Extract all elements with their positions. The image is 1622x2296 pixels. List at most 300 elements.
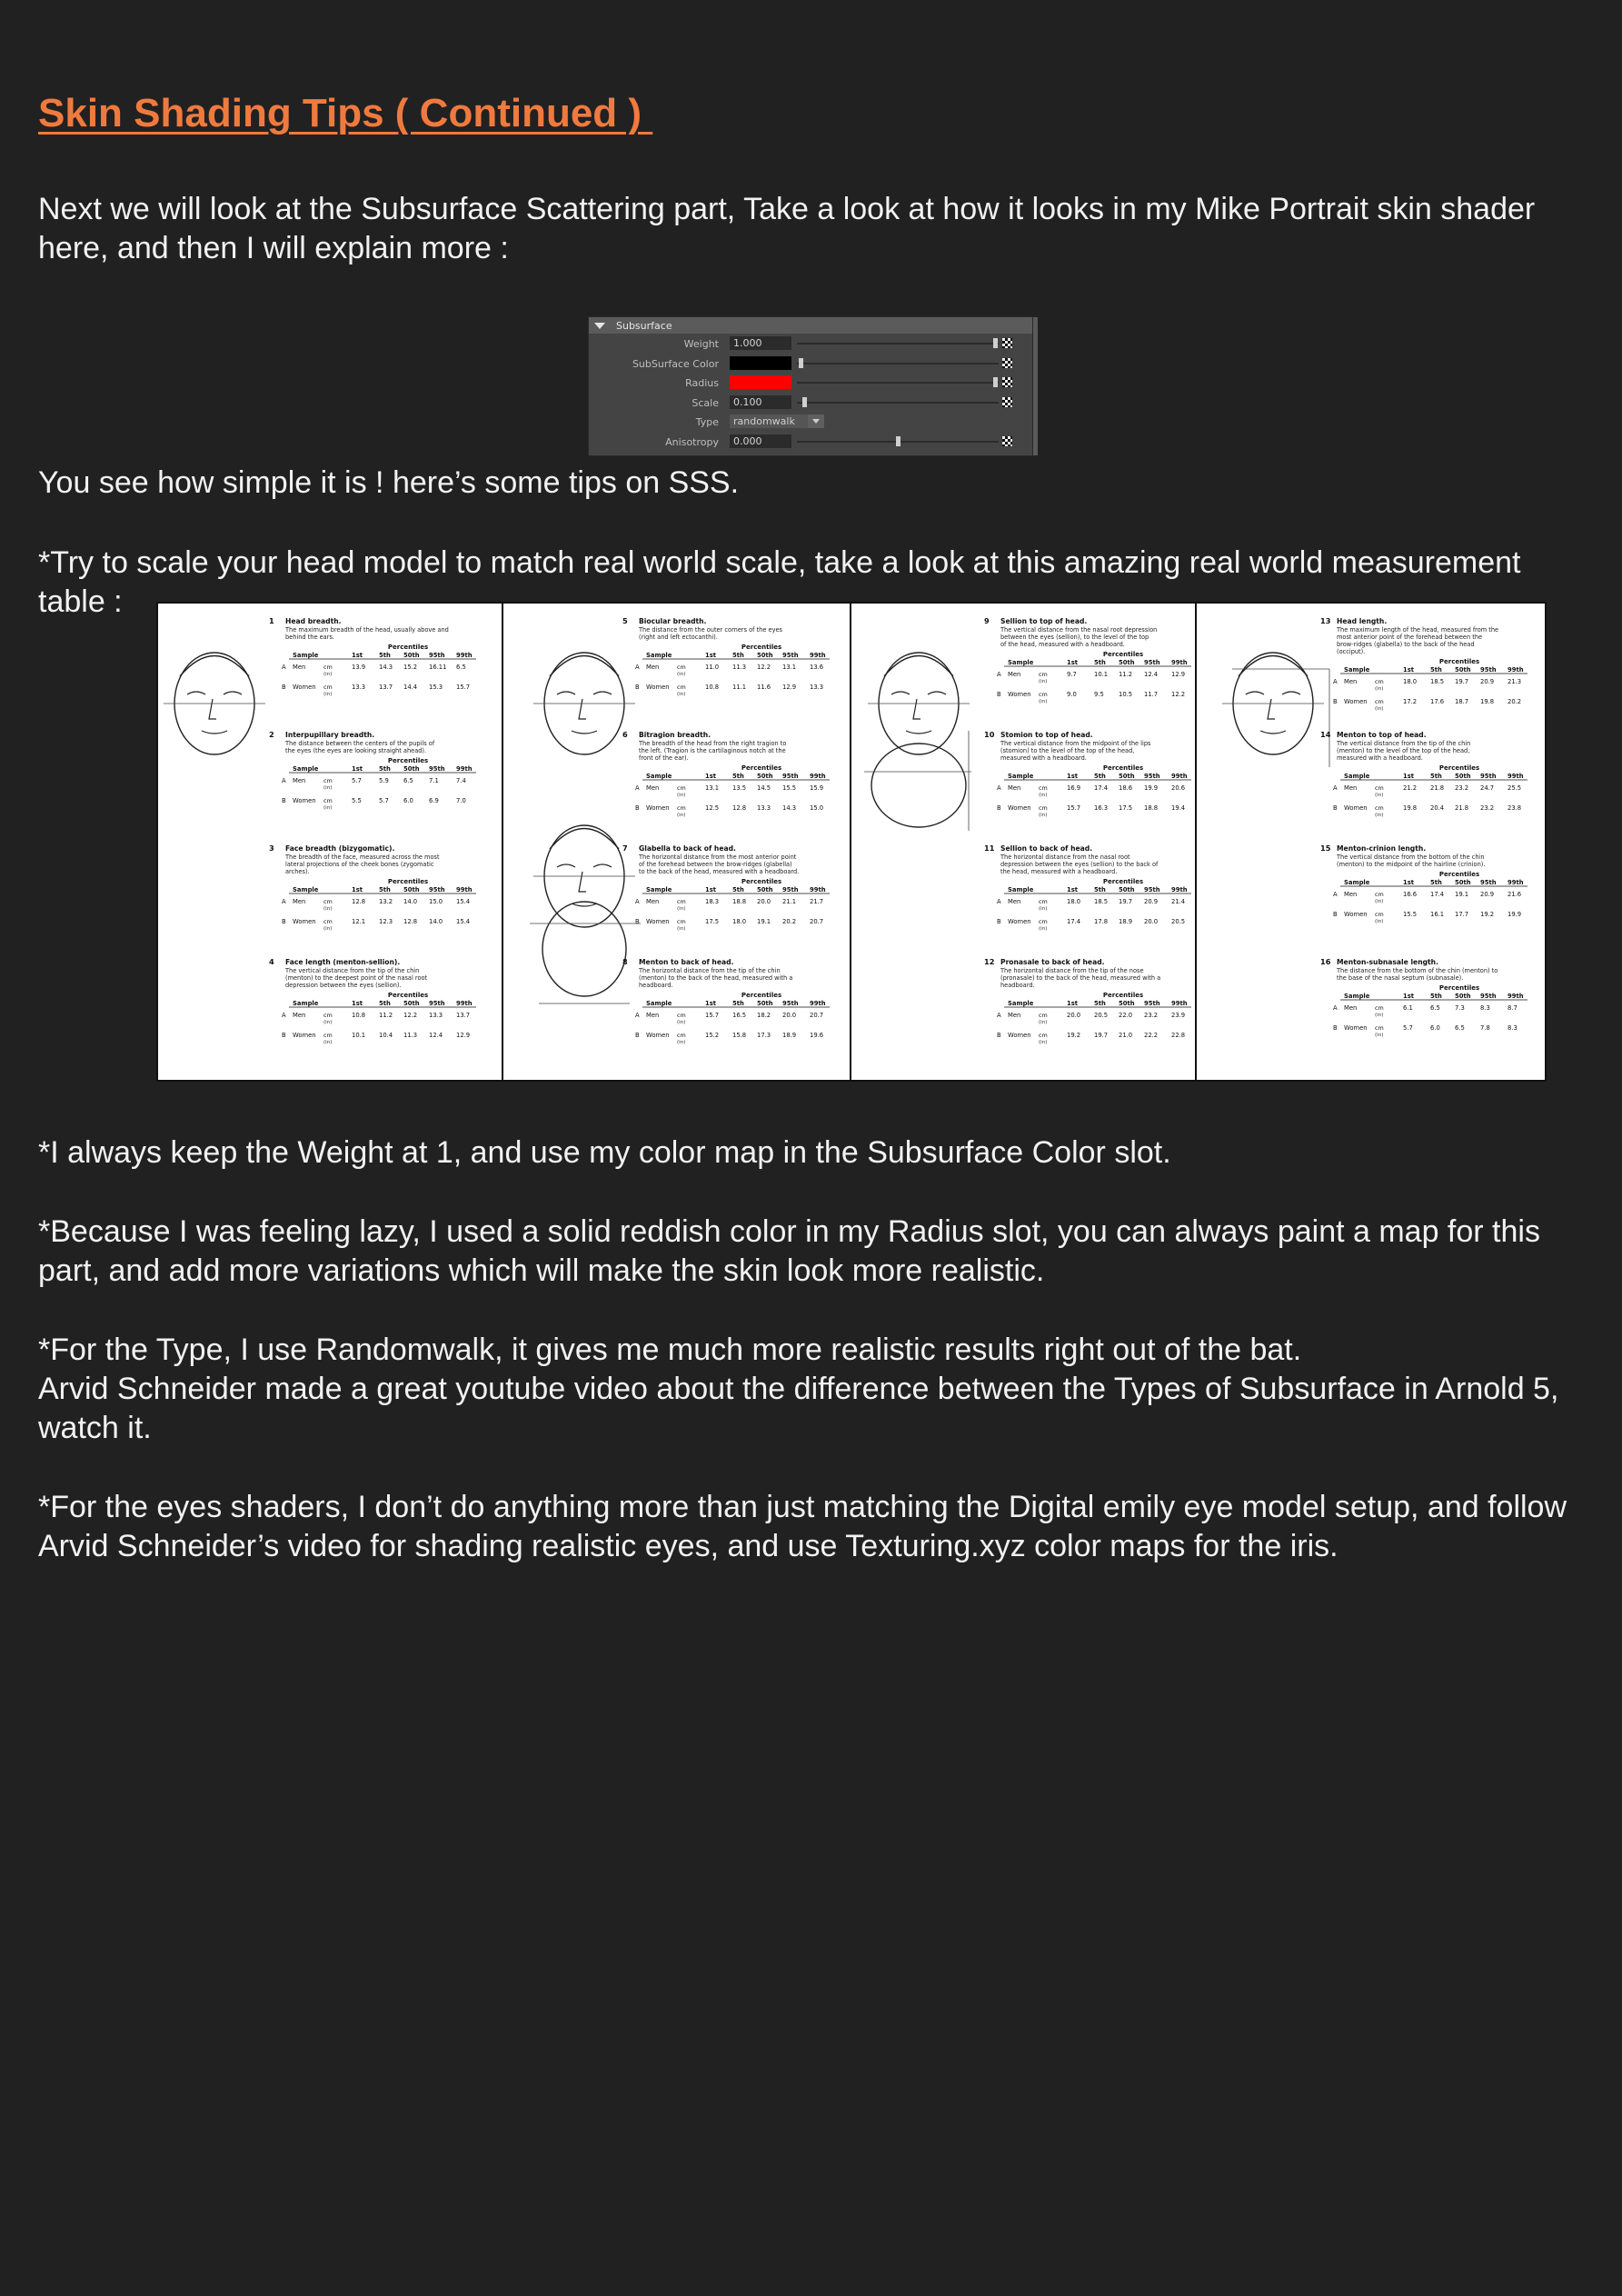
unit-label: (in) bbox=[1375, 813, 1384, 818]
table-value: 5.5 bbox=[352, 797, 362, 804]
column-header: 50th bbox=[1119, 659, 1135, 666]
weight-slider-handle[interactable] bbox=[993, 338, 998, 348]
row-letter: A bbox=[997, 1012, 1001, 1019]
measure-number: 1 bbox=[269, 616, 274, 625]
unit-label: cm bbox=[1375, 804, 1384, 812]
percentiles-label: Percentiles bbox=[1102, 651, 1144, 658]
radius-label: Radius bbox=[685, 377, 719, 389]
table-value: 12.2 bbox=[757, 664, 771, 671]
table-value: 20.2 bbox=[1508, 698, 1522, 705]
row-letter: B bbox=[282, 1032, 286, 1039]
column-header: 50th bbox=[757, 1000, 773, 1007]
table-value: 10.4 bbox=[379, 1032, 393, 1039]
head-sketch-nose bbox=[579, 699, 586, 719]
table-value: 10.8 bbox=[705, 684, 720, 691]
table-value: 18.9 bbox=[1119, 918, 1133, 925]
table-value: 8.3 bbox=[1508, 1024, 1518, 1032]
measure-description: The horizontal distance from the tip of the chin bbox=[639, 967, 781, 974]
unit-label: (in) bbox=[1039, 906, 1048, 912]
table-value: 18.9 bbox=[782, 1032, 797, 1039]
percentiles-label: Percentiles bbox=[387, 757, 429, 764]
attr-row-anisotropy bbox=[589, 432, 1032, 452]
table-value: 15.0 bbox=[810, 804, 824, 812]
column-header: 1st bbox=[352, 1000, 363, 1007]
row-letter: A bbox=[282, 898, 286, 905]
measure-description: (menton) to the level of the top of the head, bbox=[1337, 747, 1470, 754]
anisotropy-slider[interactable] bbox=[797, 441, 999, 443]
attr-row-radius bbox=[589, 373, 1032, 393]
column-header: Sample bbox=[1344, 879, 1370, 886]
table-value: 23.2 bbox=[1455, 784, 1469, 792]
unit-label: (in) bbox=[677, 692, 686, 697]
subsurface-color-slider[interactable] bbox=[797, 363, 999, 364]
table-value: 18.0 bbox=[732, 918, 747, 925]
table-value: 20.4 bbox=[1430, 804, 1445, 812]
table-value: 15.2 bbox=[403, 664, 418, 671]
radius-slider[interactable] bbox=[797, 382, 999, 384]
table-value: 19.7 bbox=[1455, 678, 1469, 685]
weight-field[interactable]: 1.000 bbox=[730, 336, 791, 350]
page-title: Skin Shading Tips ( Continued ) bbox=[38, 91, 653, 135]
column-header: 50th bbox=[403, 886, 420, 893]
table-value: 12.3 bbox=[379, 918, 393, 925]
table-value: 15.2 bbox=[705, 1032, 720, 1039]
intro-paragraph: Next we will look at the Subsurface Scattering part, Take a look at how it looks in my Mike Portrait skin shader here, and then I will explain more : bbox=[38, 192, 1536, 265]
column-header: 99th bbox=[810, 886, 826, 893]
measure-title: Glabella to back of head. bbox=[639, 844, 736, 853]
head-sketch-mouth bbox=[202, 731, 227, 734]
table-value: 11.6 bbox=[757, 684, 771, 691]
column-header: 50th bbox=[1455, 879, 1471, 886]
head-sketch-mouth bbox=[572, 731, 597, 734]
table-value: 20.0 bbox=[1144, 918, 1159, 925]
column-header: 99th bbox=[456, 652, 473, 659]
column-header: Sample bbox=[646, 773, 672, 780]
row-sample: Women bbox=[1008, 691, 1031, 698]
row-sample: Women bbox=[646, 1032, 670, 1039]
column-header: 95th bbox=[429, 1000, 445, 1007]
scale-slider[interactable] bbox=[797, 402, 999, 404]
panel-header[interactable] bbox=[589, 317, 1032, 334]
row-sample: Men bbox=[1008, 784, 1021, 792]
column-header: 95th bbox=[1480, 666, 1497, 674]
measure-number: 12 bbox=[984, 957, 995, 966]
column-header: 1st bbox=[705, 1000, 717, 1007]
collapse-triangle-icon[interactable] bbox=[594, 323, 605, 329]
row-sample: Men bbox=[646, 898, 660, 905]
column-header: Sample bbox=[1344, 993, 1370, 1000]
table-value: 13.5 bbox=[732, 784, 747, 792]
table-value: 19.6 bbox=[810, 1032, 824, 1039]
head-sketch-eyes bbox=[891, 692, 946, 694]
table-value: 21.7 bbox=[810, 898, 824, 905]
checker-map-icon[interactable] bbox=[1002, 397, 1012, 407]
measure-description: The distance between the centers of the pupils of bbox=[285, 740, 435, 747]
measure-description: The maximum breadth of the head, usually above and bbox=[285, 626, 449, 634]
unit-label: (in) bbox=[1039, 1040, 1048, 1045]
unit-label: (in) bbox=[1039, 679, 1048, 684]
column-header: 1st bbox=[1067, 773, 1079, 780]
column-header: 5th bbox=[1430, 666, 1442, 674]
subsurface-color-label: SubSurface Color bbox=[632, 357, 719, 370]
table-value: 18.0 bbox=[1067, 898, 1081, 905]
column-header: 1st bbox=[705, 652, 717, 659]
table-value: 19.8 bbox=[1403, 804, 1418, 812]
radius-slider-handle[interactable] bbox=[993, 377, 998, 387]
measure-description: The breadth of the head from the right tragion to bbox=[639, 740, 787, 747]
head-sketch-nose bbox=[1268, 699, 1275, 719]
column-header: 1st bbox=[1403, 666, 1415, 674]
measure-number: 9 bbox=[984, 616, 990, 625]
row-letter: A bbox=[1333, 784, 1338, 792]
scale-slider-handle[interactable] bbox=[802, 397, 807, 407]
head-sketch-eyes bbox=[557, 864, 612, 867]
type-label: Type bbox=[695, 416, 719, 428]
row-letter: B bbox=[997, 691, 1001, 698]
measure-number: 2 bbox=[269, 730, 274, 739]
table-value: 17.3 bbox=[757, 1032, 771, 1039]
measure-number: 10 bbox=[984, 730, 995, 739]
table-value: 13.1 bbox=[782, 664, 797, 671]
unit-label: (in) bbox=[1375, 899, 1384, 904]
table-value: 11.2 bbox=[379, 1012, 393, 1019]
unit-label: cm bbox=[1375, 698, 1384, 705]
anisotropy-label: Anisotropy bbox=[665, 435, 719, 448]
row-letter: A bbox=[282, 777, 286, 784]
table-value: 11.1 bbox=[732, 684, 747, 691]
column-header: 1st bbox=[352, 652, 363, 659]
type-dropdown-value: randomwalk bbox=[733, 415, 795, 427]
column-header: 1st bbox=[352, 765, 363, 773]
percentiles-label: Percentiles bbox=[387, 644, 429, 651]
column-header: 5th bbox=[379, 886, 391, 893]
table-value: 6.0 bbox=[1430, 1024, 1440, 1032]
table-value: 17.4 bbox=[1430, 891, 1445, 898]
percentiles-label: Percentiles bbox=[387, 992, 429, 999]
column-header: 1st bbox=[352, 886, 363, 893]
table-value: 19.4 bbox=[1171, 804, 1186, 812]
column-header: Sample bbox=[646, 1000, 672, 1007]
measure-title: Sellion to top of head. bbox=[1000, 617, 1088, 625]
measure-description: (right and left ectocanthi). bbox=[639, 634, 718, 641]
measure-number: 7 bbox=[622, 844, 628, 853]
column-header: Sample bbox=[1344, 666, 1370, 674]
table-value: 15.5 bbox=[1403, 911, 1418, 918]
unit-label: (in) bbox=[323, 1020, 333, 1025]
subsurface-color-swatch[interactable] bbox=[730, 356, 791, 370]
row-sample: Women bbox=[293, 684, 316, 691]
percentiles-label: Percentiles bbox=[1438, 764, 1480, 772]
row-letter: A bbox=[635, 1012, 640, 1019]
table-value: 8.7 bbox=[1508, 1004, 1518, 1012]
table-value: 12.8 bbox=[352, 898, 366, 905]
table-value: 15.3 bbox=[429, 684, 443, 691]
table-value: 13.6 bbox=[810, 664, 824, 671]
table-value: 15.5 bbox=[782, 784, 797, 792]
table-value: 19.7 bbox=[1119, 898, 1133, 905]
table-value: 18.5 bbox=[1430, 678, 1445, 685]
column-header: Sample bbox=[1008, 886, 1034, 893]
table-value: 18.5 bbox=[1094, 898, 1109, 905]
column-header: 95th bbox=[1144, 886, 1160, 893]
table-value: 19.1 bbox=[757, 918, 771, 925]
table-value: 12.9 bbox=[1171, 671, 1186, 678]
table-value: 24.7 bbox=[1480, 784, 1495, 792]
row-letter: B bbox=[1333, 1024, 1338, 1032]
column-header: Sample bbox=[293, 652, 319, 659]
attr-row-weight bbox=[589, 334, 1032, 354]
table-value: 11.3 bbox=[732, 664, 747, 671]
unit-label: cm bbox=[1375, 891, 1384, 898]
row-sample: Women bbox=[1008, 804, 1031, 812]
anisotropy-field[interactable]: 0.000 bbox=[730, 434, 791, 448]
unit-label: cm bbox=[323, 664, 333, 671]
measure-description: The horizontal distance from the most anterior point bbox=[639, 854, 797, 861]
table-value: 22.2 bbox=[1144, 1032, 1159, 1039]
measure-description: The maximum length of the head, measured from the bbox=[1337, 626, 1499, 634]
table-value: 9.7 bbox=[1067, 671, 1077, 678]
measure-title: Stomion to top of head. bbox=[1000, 731, 1093, 739]
unit-label: (in) bbox=[677, 1020, 686, 1025]
anisotropy-slider-handle[interactable] bbox=[896, 436, 901, 446]
measure-description: The vertical distance from the tip of the chin bbox=[285, 967, 420, 974]
checker-map-icon[interactable] bbox=[1002, 377, 1012, 387]
unit-label: cm bbox=[677, 898, 686, 905]
attr-row-type bbox=[589, 412, 1032, 432]
table-value: 15.7 bbox=[705, 1012, 720, 1019]
measure-title: Menton to top of head. bbox=[1337, 731, 1427, 739]
unit-label: cm bbox=[677, 1032, 686, 1039]
unit-label: cm bbox=[1375, 784, 1384, 792]
column-header: 99th bbox=[810, 1000, 826, 1007]
column-header: 5th bbox=[732, 1000, 744, 1007]
unit-label: cm bbox=[323, 1012, 333, 1019]
row-letter: A bbox=[1333, 1004, 1338, 1012]
measure-title: Sellion to back of head. bbox=[1000, 844, 1093, 853]
measure-title: Face length (menton-sellion). bbox=[285, 958, 401, 966]
column-header: 99th bbox=[1171, 773, 1188, 780]
unit-label: cm bbox=[323, 898, 333, 905]
unit-label: cm bbox=[1039, 784, 1048, 792]
checker-map-icon[interactable] bbox=[1002, 436, 1012, 446]
row-sample: Women bbox=[1344, 804, 1368, 812]
attr-row-scale bbox=[589, 393, 1032, 413]
unit-label: (in) bbox=[1039, 793, 1048, 798]
measure-title: Menton to back of head. bbox=[639, 958, 734, 966]
row-sample: Women bbox=[646, 804, 670, 812]
table-value: 8.3 bbox=[1480, 1004, 1490, 1012]
unit-label: (in) bbox=[323, 672, 333, 677]
row-letter: B bbox=[1333, 698, 1338, 705]
row-letter: A bbox=[282, 1012, 286, 1019]
column-header: 50th bbox=[403, 765, 420, 773]
table-value: 6.1 bbox=[1403, 1004, 1413, 1012]
unit-label: cm bbox=[677, 664, 686, 671]
simple-paragraph: You see how simple it is ! here’s some tips on SSS. bbox=[38, 465, 740, 500]
column-header: 99th bbox=[1508, 879, 1524, 886]
column-header: 1st bbox=[1067, 1000, 1079, 1007]
table-value: 18.3 bbox=[705, 898, 720, 905]
table-value: 7.8 bbox=[1480, 1024, 1490, 1032]
column-header: 99th bbox=[810, 773, 826, 780]
column-header: 50th bbox=[1119, 773, 1135, 780]
unit-label: (in) bbox=[1375, 1013, 1384, 1018]
row-sample: Men bbox=[293, 1012, 306, 1019]
table-value: 18.8 bbox=[732, 898, 747, 905]
table-value: 6.5 bbox=[1430, 1004, 1440, 1012]
row-letter: B bbox=[282, 918, 286, 925]
row-letter: B bbox=[635, 1032, 640, 1039]
row-letter: B bbox=[282, 684, 286, 691]
measure-description: arches). bbox=[285, 868, 310, 875]
row-sample: Men bbox=[1008, 1012, 1021, 1019]
unit-label: cm bbox=[1039, 918, 1048, 925]
type-dropdown[interactable] bbox=[730, 414, 824, 428]
measure-description: (stomion) to the level of the top of the head, bbox=[1000, 747, 1135, 754]
subsurface-attribute-panel bbox=[588, 316, 1033, 456]
table-value: 15.4 bbox=[456, 898, 471, 905]
table-value: 21.3 bbox=[1508, 678, 1522, 685]
measure-number: 8 bbox=[622, 957, 628, 966]
row-letter: A bbox=[997, 671, 1001, 678]
chevron-down-icon[interactable] bbox=[808, 414, 824, 428]
column-header: Sample bbox=[293, 886, 319, 893]
radius-color-swatch[interactable] bbox=[730, 375, 791, 389]
table-value: 9.0 bbox=[1067, 691, 1077, 698]
table-value: 16.6 bbox=[1403, 891, 1418, 898]
row-letter: B bbox=[1333, 911, 1338, 918]
head-sketch-nose bbox=[209, 699, 216, 719]
column-header: 95th bbox=[429, 652, 445, 659]
measure-title: Biocular breadth. bbox=[639, 617, 707, 625]
row-sample: Women bbox=[1008, 1032, 1031, 1039]
table-value: 15.8 bbox=[732, 1032, 747, 1039]
unit-label: (in) bbox=[323, 906, 333, 912]
row-sample: Men bbox=[646, 664, 660, 671]
column-header: 1st bbox=[705, 886, 717, 893]
row-letter: B bbox=[635, 918, 640, 925]
column-header: 95th bbox=[782, 886, 799, 893]
table-value: 17.5 bbox=[1119, 804, 1133, 812]
column-header: 1st bbox=[1403, 879, 1415, 886]
unit-label: (in) bbox=[323, 805, 333, 811]
table-value: 20.2 bbox=[782, 918, 797, 925]
subsurface-color-slider-handle[interactable] bbox=[799, 358, 803, 368]
measure-number: 4 bbox=[269, 957, 274, 966]
table-value: 11.3 bbox=[403, 1032, 418, 1039]
measure-number: 13 bbox=[1320, 616, 1331, 625]
table-value: 18.7 bbox=[1455, 698, 1469, 705]
column-header: 95th bbox=[1480, 773, 1497, 780]
table-value: 20.9 bbox=[1480, 891, 1495, 898]
column-header: 99th bbox=[456, 1000, 473, 1007]
table-value: 19.9 bbox=[1508, 911, 1522, 918]
column-header: 1st bbox=[705, 773, 717, 780]
column-header: 1st bbox=[1403, 773, 1415, 780]
measure-description: between the eyes (sellion), to the level of the top bbox=[1000, 634, 1149, 641]
table-value: 5.7 bbox=[379, 797, 389, 804]
weight-slider[interactable] bbox=[797, 343, 999, 344]
measure-description: headboard. bbox=[639, 982, 673, 989]
table-value: 12.9 bbox=[456, 1032, 471, 1039]
row-letter: B bbox=[282, 797, 286, 804]
unit-label: cm bbox=[1039, 898, 1048, 905]
unit-label: (in) bbox=[677, 906, 686, 912]
column-header: 5th bbox=[732, 652, 744, 659]
table-value: 13.3 bbox=[352, 684, 366, 691]
table-value: 19.8 bbox=[1480, 698, 1495, 705]
row-sample: Men bbox=[1344, 1004, 1358, 1012]
head-sketch-hair bbox=[884, 656, 953, 677]
table-value: 13.7 bbox=[379, 684, 393, 691]
head-sketch-mouth bbox=[572, 903, 597, 906]
percentiles-label: Percentiles bbox=[1102, 878, 1144, 885]
row-letter: A bbox=[1333, 891, 1338, 898]
table-value: 18.8 bbox=[1144, 804, 1159, 812]
table-value: 10.5 bbox=[1119, 691, 1133, 698]
table-value: 11.7 bbox=[1144, 691, 1159, 698]
table-value: 18.6 bbox=[1119, 784, 1133, 792]
measure-description: the base of the nasal septum (subnasale). bbox=[1337, 974, 1464, 982]
column-header: Sample bbox=[293, 765, 319, 773]
measure-number: 15 bbox=[1320, 844, 1331, 853]
checker-map-icon[interactable] bbox=[1002, 358, 1012, 368]
measure-title: Pronasale to back of head. bbox=[1000, 958, 1105, 966]
head-sketch-mouth bbox=[906, 731, 931, 734]
row-letter: A bbox=[997, 898, 1001, 905]
column-header: 50th bbox=[757, 886, 773, 893]
unit-label: (in) bbox=[1039, 926, 1048, 932]
measure-description: The breadth of the face, measured across the most bbox=[285, 854, 440, 861]
column-header: Sample bbox=[646, 652, 672, 659]
measure-number: 16 bbox=[1320, 957, 1331, 966]
unit-label: cm bbox=[1039, 691, 1048, 698]
column-header: 95th bbox=[1144, 773, 1160, 780]
percentiles-label: Percentiles bbox=[387, 878, 429, 885]
table-value: 12.2 bbox=[1171, 691, 1186, 698]
table-value: 23.8 bbox=[1508, 804, 1522, 812]
table-value: 5.7 bbox=[352, 777, 362, 784]
column-header: 5th bbox=[1430, 993, 1442, 1000]
column-header: 50th bbox=[757, 652, 773, 659]
row-letter: B bbox=[635, 684, 640, 691]
measure-description: (menton) to the midpoint of the hairline (crinion). bbox=[1337, 861, 1486, 868]
percentiles-label: Percentiles bbox=[1438, 984, 1480, 992]
head-sketch-mouth bbox=[1260, 731, 1286, 734]
table-value: 16.1 bbox=[1430, 911, 1445, 918]
table-value: 17.7 bbox=[1455, 911, 1469, 918]
measure-number: 11 bbox=[984, 844, 995, 853]
unit-label: (in) bbox=[1039, 699, 1048, 704]
column-header: Sample bbox=[1344, 773, 1370, 780]
percentiles-label: Percentiles bbox=[741, 878, 782, 885]
row-letter: A bbox=[635, 784, 640, 792]
table-value: 22.8 bbox=[1171, 1032, 1186, 1039]
column-header: 1st bbox=[1067, 659, 1079, 666]
head-sketch-hair bbox=[180, 656, 249, 677]
table-value: 6.0 bbox=[403, 797, 413, 804]
row-letter: A bbox=[997, 784, 1001, 792]
column-header: 50th bbox=[1455, 993, 1471, 1000]
scale-field[interactable]: 0.100 bbox=[730, 395, 791, 409]
column-header: Sample bbox=[1008, 1000, 1034, 1007]
table-value: 20.0 bbox=[1067, 1012, 1081, 1019]
checker-map-icon[interactable] bbox=[1002, 338, 1012, 348]
table-value: 16.5 bbox=[732, 1012, 747, 1019]
column-header: 99th bbox=[1508, 773, 1524, 780]
measure-description: of the head, measured with a headboard. bbox=[1000, 641, 1125, 648]
column-header: 5th bbox=[1430, 773, 1442, 780]
